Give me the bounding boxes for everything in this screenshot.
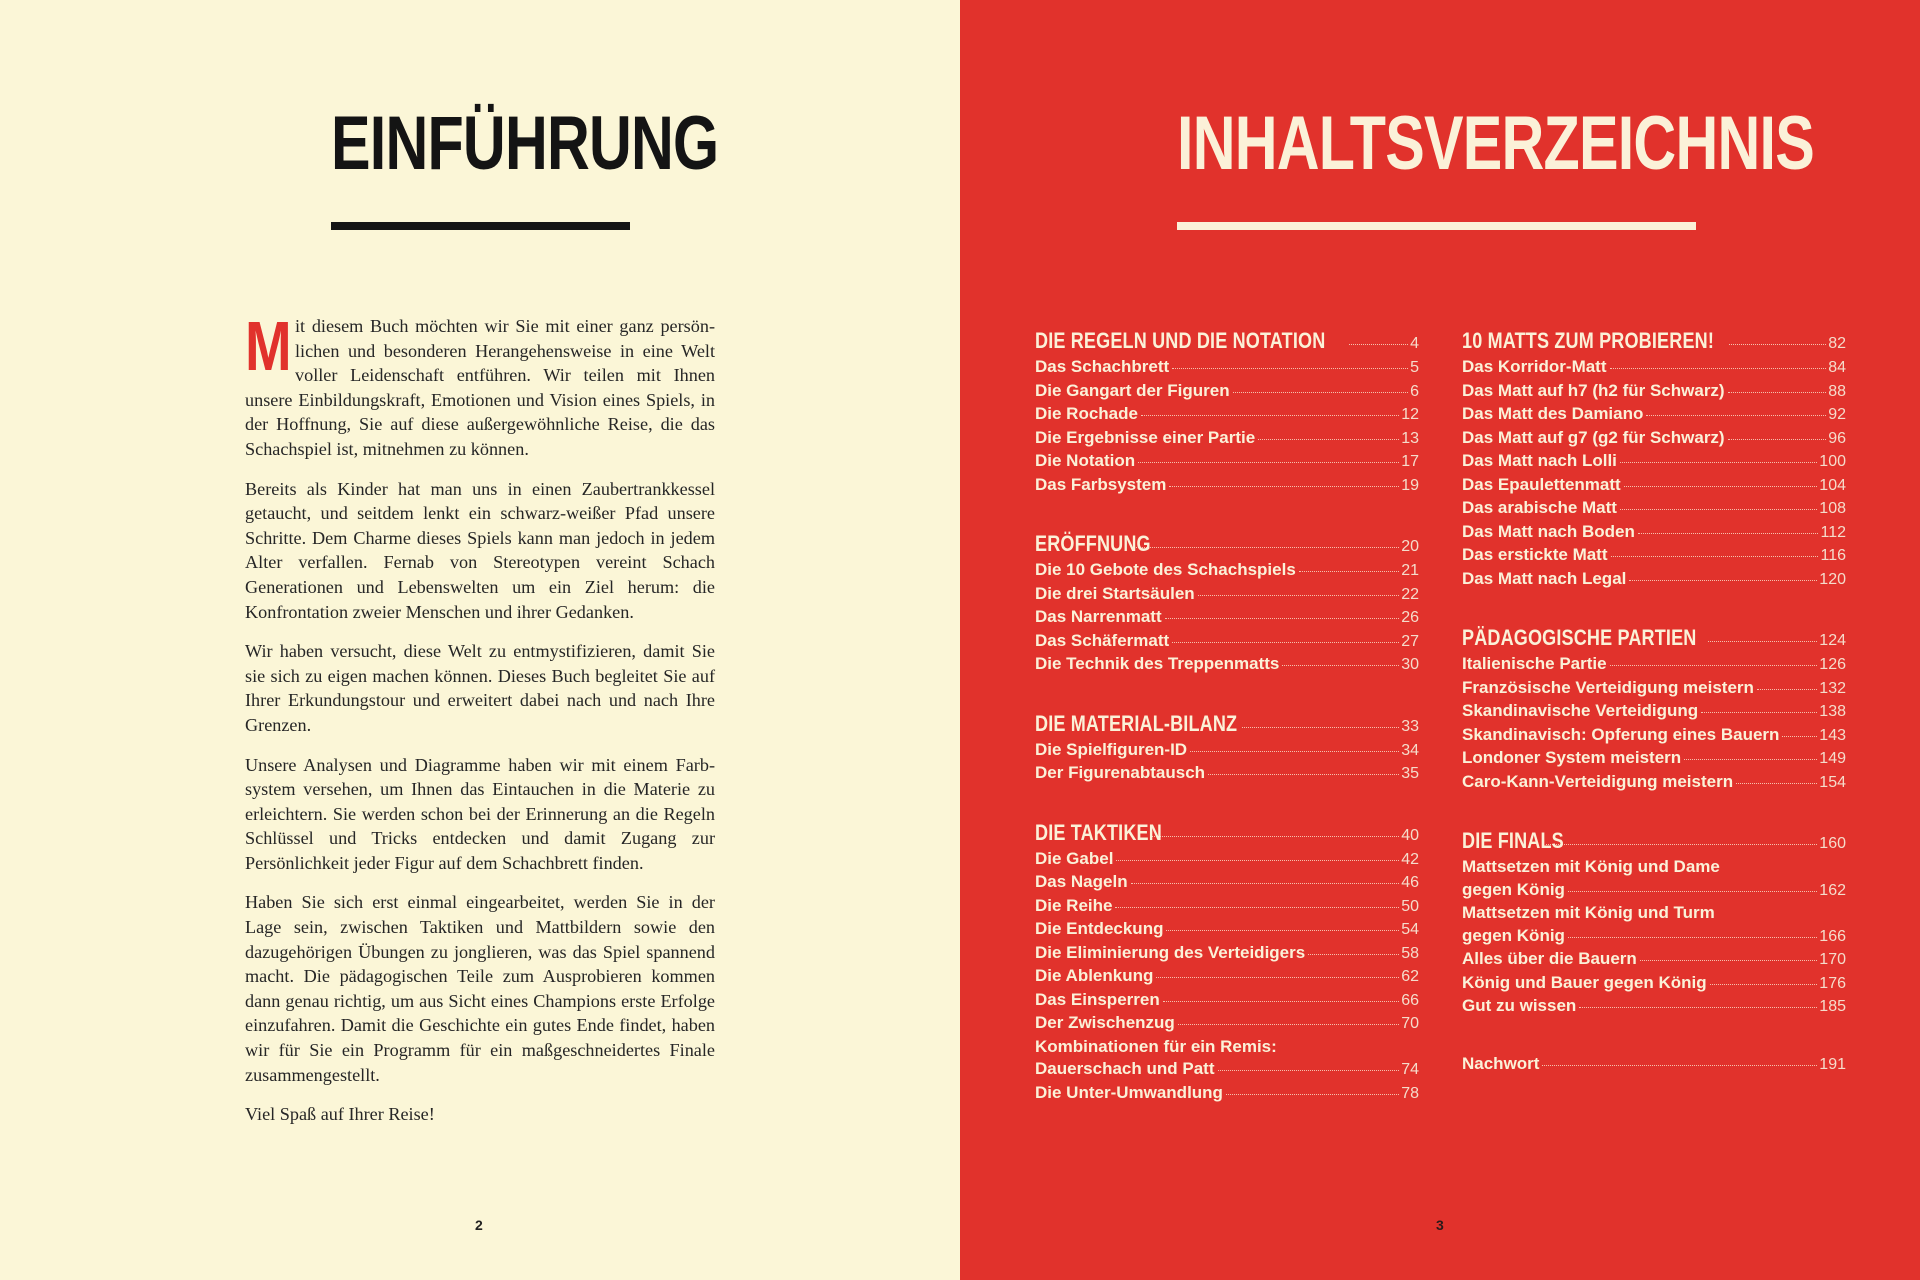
dot-leader [1115,907,1399,908]
toc-entry-label: Skandinavische Verteidigung [1462,701,1699,720]
toc-entry[interactable] [1035,403,1419,427]
dot-leader [1116,860,1399,861]
toc-entry-label: Die Spielfiguren-ID [1035,739,1188,759]
dot-leader [1242,727,1400,728]
dot-leader [1620,509,1817,510]
toc-entry[interactable] [1462,724,1846,748]
toc-entry-label: Skandinavisch: Opferung eines Bauern [1462,724,1780,744]
introduction-text [245,307,715,1142]
toc-entry[interactable] [1035,918,1419,942]
dot-leader [1208,774,1399,775]
toc-entry-page: 176 [1819,974,1846,992]
dot-leader [1638,533,1819,534]
toc-entry-page: 162 [1819,881,1846,899]
toc-entry-label: Die Unter-Umwandlung [1035,1082,1223,1102]
dot-leader [1218,1070,1400,1071]
toc-entry-label: Das Matt des Damiano [1462,404,1644,423]
toc-entry-label: Nachwort [1462,1053,1540,1073]
toc-entry-page: 126 [1819,656,1846,673]
dot-leader [1757,689,1817,690]
toc-entry[interactable] [1462,356,1846,380]
toc-entry-label: Caro-Kann-Verteidigung meistern [1462,771,1734,791]
toc-section-heading[interactable] [1035,711,1419,739]
toc-entry[interactable] [1035,583,1419,607]
dot-leader [1198,595,1400,596]
toc-entry[interactable] [1462,497,1846,521]
toc-title: INHALTSVERZEICHNIS [1177,101,1814,186]
toc-entry[interactable] [1462,653,1846,677]
dot-leader [1729,344,1826,345]
title-underline [331,222,630,230]
toc-entry-label: Französische Verteidigung meistern [1462,677,1754,697]
page-title: EINFÜHRUNG [331,101,719,186]
toc-entry-page: 166 [1819,927,1846,945]
toc-entry-label: Der Zwischenzug [1035,1013,1175,1032]
toc-entry-page: 20 [1401,538,1419,555]
toc-entry-label: DIE FINALS [1462,828,1564,853]
toc-entry[interactable] [1462,879,1846,903]
toc-entry[interactable] [1462,700,1846,724]
toc-entry[interactable] [1035,762,1419,786]
dot-leader [1169,486,1399,487]
toc-entry-page: 6 [1410,382,1419,400]
right-page [960,0,1920,1280]
toc-entry-page: 66 [1401,991,1419,1009]
toc-entry-label: Londoner System meistern [1462,748,1682,767]
toc-entry[interactable] [1035,427,1419,451]
toc-entry-label: Das Matt auf g7 (g2 für Schwarz) [1462,427,1725,447]
toc-entry-label: Das erstickte Matt [1462,545,1608,564]
toc-entry-label: DIE MATERIAL-BILANZ [1035,710,1238,736]
dot-leader [1610,665,1818,666]
toc-entry-label: Das Matt nach Lolli [1462,451,1617,470]
toc-entry-label: DIE TAKTIKEN [1035,819,1162,845]
paragraph: Haben Sie sich erst einmal eingearbeitet, werden Sie in der Lage sein, zwischen Taktiken und Mattbildern sowie den dazugehörigen Übungen zu jonglieren, was das Spiel spannend macht. Die pädagogischen Teile zum Ausprobieren kommen dann genau richtig, um aus Sicht eines Champions erste Erfolge einzufahren. Damit die Geschichte ein gutes Ende findet, haben wir für Sie ein Programm für ein maßgeschneidertes Finale zusammengestellt. [245,892,715,1085]
toc-entry[interactable] [1462,771,1846,795]
toc-entry[interactable] [1462,450,1846,474]
toc-entry-page: 4 [1410,335,1419,352]
toc-entry-label: Das Einsperren [1035,989,1160,1009]
toc-entry[interactable] [1462,568,1846,592]
toc-entry-page: 143 [1819,726,1846,744]
dot-leader [1136,547,1399,548]
toc-entry-page: 19 [1401,476,1419,494]
toc-entry-page: 21 [1401,562,1419,579]
toc-entry-label: Das Narrenmatt [1035,607,1162,626]
toc-entry-page: 154 [1819,773,1846,791]
toc-entry[interactable] [1462,521,1846,545]
toc-entry-page: 160 [1819,835,1846,852]
toc-entry[interactable] [1035,380,1419,404]
toc-entry-label: Kombinationen für ein Remis: [1035,1036,1277,1056]
toc-entry-page: 170 [1819,951,1846,968]
toc-entry[interactable] [1035,942,1419,966]
dot-leader [1150,836,1399,837]
toc-entry[interactable] [1035,1036,1419,1059]
toc-entry-page: 50 [1401,897,1419,915]
toc-section [1035,328,1419,497]
toc-entry-page: 138 [1819,703,1846,720]
toc-entry-page: 26 [1401,609,1419,626]
toc-entry-page: 12 [1401,406,1419,423]
toc-entry[interactable] [1035,895,1419,919]
toc-entry[interactable] [1462,925,1846,949]
dot-leader [1233,392,1409,393]
dot-leader [1624,486,1818,487]
toc-entry-label: Die Technik des Treppenmatts [1035,654,1280,673]
toc-entry-label: PÄDAGOGISCHE PARTIEN [1462,625,1697,650]
toc-entry[interactable] [1462,677,1846,701]
paragraph: Unsere Analysen und Diagramme haben wir mit einem Farbsystem versehen, um Ihnen das Eintauchen in die Materie zu erleichtern. Sie werden schon bei der Erinnerung an die Regeln Schlüssel und Tricks entdecken und damit Zugang zur Persönlichkeit jeder Figur auf dem Schachbrett finden. [245,754,715,873]
toc-entry-label: Das arabische Matt [1462,498,1617,517]
toc-entry[interactable] [1462,544,1846,568]
toc-section [1462,625,1846,794]
dot-leader [1163,1001,1399,1002]
toc-entry-label: Die drei Startsäulen [1035,583,1195,603]
toc-section [1035,711,1419,786]
toc-entry-label: Mattsetzen mit König und Dame [1462,857,1720,876]
page-number: 3 [1436,1217,1444,1233]
dot-leader [1138,462,1399,463]
dot-leader [1172,642,1399,643]
toc-entry-label: Die Notation [1035,451,1136,470]
toc-entry[interactable] [1462,427,1846,451]
toc-entry-label: Das Schachbrett [1035,357,1170,376]
toc-entry-page: 27 [1401,632,1419,650]
toc-entry-page: 34 [1401,741,1419,759]
toc-entry-label: Gut zu wissen [1462,996,1577,1015]
toc-entry-label: Das Schäfermatt [1035,630,1170,650]
toc-entry-label: Das Matt nach Legal [1462,568,1627,588]
toc-entry-page: 74 [1401,1061,1419,1078]
toc-entry-label: Mattsetzen mit König und Turm [1462,903,1715,922]
dot-leader [1736,783,1817,784]
toc-entry-page: 132 [1819,679,1846,697]
dot-leader [1165,618,1400,619]
toc-entry-page: 54 [1401,921,1419,938]
toc-section-heading[interactable] [1035,820,1419,848]
toc-entry-page: 5 [1410,359,1419,376]
dot-leader [1728,392,1827,393]
toc-entry-label: Alles über die Bauern [1462,949,1637,968]
dot-leader [1579,1007,1817,1008]
toc-entry[interactable] [1035,1012,1419,1036]
dot-leader [1620,462,1817,463]
toc-entry[interactable] [1035,739,1419,763]
toc-entry-page: 62 [1401,968,1419,985]
toc-entry[interactable] [1035,356,1419,380]
paragraph-text: it diesem Buch möchten wir Sie mit einer ganz persönlichen und besonderen Herangehensweise in eine Welt voller Leidenschaft entführen. Wir teilen mit Ihnen unsere Einbildungskraft, Emotionen und Vision eines Spiels, in der Hoffnung, Sie auf diese außergewöhnliche Reise, die das Schachspiel ist, mitnehmen zu können. [245,316,715,459]
toc-entry-page: 46 [1401,874,1419,891]
toc-entry-page: 112 [1820,523,1846,541]
toc-entry[interactable] [1462,972,1846,996]
paragraph: Bereits als Kinder hat man uns in einen Zaubertrankkessel getaucht, und seitdem lenkt ein schwarz-weißer Pfad unsere Schritte. Dem Charme dieses Spiels kann man jedoch in jedem Alter verfallen. Fernab von Stereotypen vereint Schach Generationen und Lebenswelten um ein Ziel herum: die Konfrontation zweier Menschen und ihrer Gedanken. [245,478,715,622]
toc-entry-label: Das Nageln [1035,872,1128,891]
toc-column-right [1462,328,1846,1110]
toc-entry[interactable] [1035,559,1419,583]
toc-section-heading[interactable] [1035,531,1419,559]
toc-entry-label: 10 MATTS ZUM PROBIEREN! [1462,328,1715,353]
dot-leader [1546,844,1817,845]
toc-entry-label: Italienische Partie [1462,654,1607,673]
toc-entry-page: 33 [1401,717,1419,735]
toc-entry[interactable] [1462,948,1846,972]
toc-entry-page: 96 [1828,429,1846,447]
dot-leader [1258,439,1399,440]
dot-leader [1710,984,1818,985]
toc-entry[interactable] [1462,747,1846,771]
toc-entry-page: 70 [1401,1015,1419,1032]
toc-column-left [1035,328,1419,1139]
dot-leader [1701,712,1817,713]
toc-entry-page: 191 [1819,1055,1846,1073]
dot-leader [1141,415,1399,416]
toc-entry-page: 82 [1828,335,1846,352]
toc-section [1462,1053,1846,1077]
toc-entry-label: Das Epaulettenmatt [1462,474,1621,494]
dot-leader [1299,571,1399,572]
toc-entry-label: ERÖFFNUNG [1035,531,1151,556]
toc-entry[interactable] [1462,1053,1846,1077]
toc-section [1462,328,1846,591]
dot-leader [1349,344,1408,345]
toc-entry-label: Das Matt nach Boden [1462,521,1635,541]
toc-entry-page: 92 [1828,406,1846,423]
toc-entry-label: Die Rochade [1035,404,1138,423]
toc-entry-page: 13 [1401,429,1419,447]
toc-entry-page: 78 [1401,1084,1419,1102]
page-number: 2 [475,1217,483,1233]
toc-entry[interactable] [1035,871,1419,895]
toc-entry-label: Die Ablenkung [1035,966,1154,985]
toc-entry-page: 40 [1401,826,1419,844]
toc-entry-page: 120 [1819,570,1846,588]
toc-entry[interactable] [1035,989,1419,1013]
dot-leader [1568,937,1817,938]
toc-entry-label: Die Gabel [1035,848,1114,868]
toc-entry[interactable] [1035,965,1419,989]
dot-leader [1166,930,1399,931]
dot-leader [1226,1094,1399,1095]
toc-entry[interactable] [1462,380,1846,404]
dot-leader [1131,883,1400,884]
toc-entry[interactable] [1462,403,1846,427]
dot-leader [1172,368,1408,369]
toc-entry-label: Die Reihe [1035,895,1113,915]
toc-entry-label: Die Eliminierung des Verteidigers [1035,942,1306,962]
paragraph: Viel Spaß auf Ihrer Reise! [245,1104,435,1125]
dot-leader [1640,960,1818,961]
dot-leader [1611,556,1819,557]
toc-entry-label: Das Matt auf h7 (h2 für Schwarz) [1462,380,1725,400]
dot-leader [1542,1065,1817,1066]
dot-leader [1708,641,1817,642]
toc-entry-page: 30 [1401,656,1419,673]
toc-entry[interactable] [1462,474,1846,498]
toc-entry-label: Der Figurenabtausch [1035,763,1206,782]
dot-leader [1178,1024,1399,1025]
dot-leader [1190,751,1399,752]
toc-entry-page: 104 [1819,476,1846,494]
toc-entry-label: König und Bauer gegen König [1462,972,1707,992]
dot-leader [1156,977,1399,978]
toc-entry[interactable] [1035,450,1419,474]
toc-entry[interactable] [1035,653,1419,677]
toc-entry-label: Das Farbsystem [1035,474,1167,494]
drop-cap: M [245,307,292,385]
toc-entry[interactable] [1035,474,1419,498]
toc-entry[interactable] [1035,1058,1419,1082]
dot-leader [1610,368,1827,369]
toc-entry[interactable] [1035,848,1419,872]
toc-entry-page: 17 [1401,453,1419,470]
toc-entry-page: 42 [1401,850,1419,868]
toc-entry-label: Das Korridor-Matt [1462,357,1607,376]
title-underline [1177,222,1696,230]
toc-entry[interactable] [1035,630,1419,654]
toc-section-heading[interactable] [1462,328,1846,356]
paragraph [245,307,715,462]
toc-entry[interactable] [1035,1082,1419,1106]
toc-entry-page: 100 [1819,453,1846,470]
dot-leader [1308,954,1399,955]
toc-entry-label: Die Ergebnisse einer Partie [1035,427,1256,447]
toc-entry-label: Die 10 Gebote des Schachspiels [1035,560,1296,579]
toc-entry-page: 84 [1828,359,1846,376]
toc-entry-page: 116 [1820,547,1846,564]
dot-leader [1782,736,1817,737]
toc-entry-page: 35 [1401,765,1419,782]
toc-section [1035,531,1419,677]
dot-leader [1568,891,1817,892]
toc-section-heading[interactable] [1462,625,1846,653]
toc-entry-page: 185 [1819,998,1846,1015]
dot-leader [1646,415,1826,416]
toc-entry-page: 149 [1819,750,1846,767]
toc-entry-page: 108 [1819,500,1846,517]
toc-entry[interactable] [1035,606,1419,630]
dot-leader [1728,439,1827,440]
toc-entry-page: 88 [1828,382,1846,400]
toc-entry-page: 22 [1401,585,1419,603]
toc-entry-page: 58 [1401,944,1419,962]
toc-entry-page: 124 [1819,632,1846,649]
toc-entry[interactable] [1462,902,1846,925]
paragraph: Wir haben versucht, diese Welt zu entmystifizieren, damit Sie sie sich zu eigen machen können. Dieses Buch begleitet Sie auf Ihrer Erkundungstour und erweitert dabei nach und nach Ihre Grenzen. [245,641,715,735]
toc-entry-label: Dauerschach und Patt [1035,1059,1215,1078]
toc-entry-label: Die Gangart der Figuren [1035,380,1230,400]
toc-entry[interactable] [1462,995,1846,1019]
dot-leader [1282,665,1399,666]
toc-entry-label: Die Entdeckung [1035,919,1164,938]
dot-leader [1629,580,1817,581]
toc-section-heading[interactable] [1035,328,1419,356]
toc-entry-label: gegen König [1462,925,1565,945]
toc-entry-label: DIE REGELN UND DIE NOTATION [1035,328,1326,353]
toc-entry[interactable] [1462,856,1846,879]
dot-leader [1684,759,1817,760]
toc-section [1462,828,1846,1019]
toc-section [1035,820,1419,1106]
toc-section-heading[interactable] [1462,828,1846,856]
toc-entry-label: gegen König [1462,879,1565,899]
